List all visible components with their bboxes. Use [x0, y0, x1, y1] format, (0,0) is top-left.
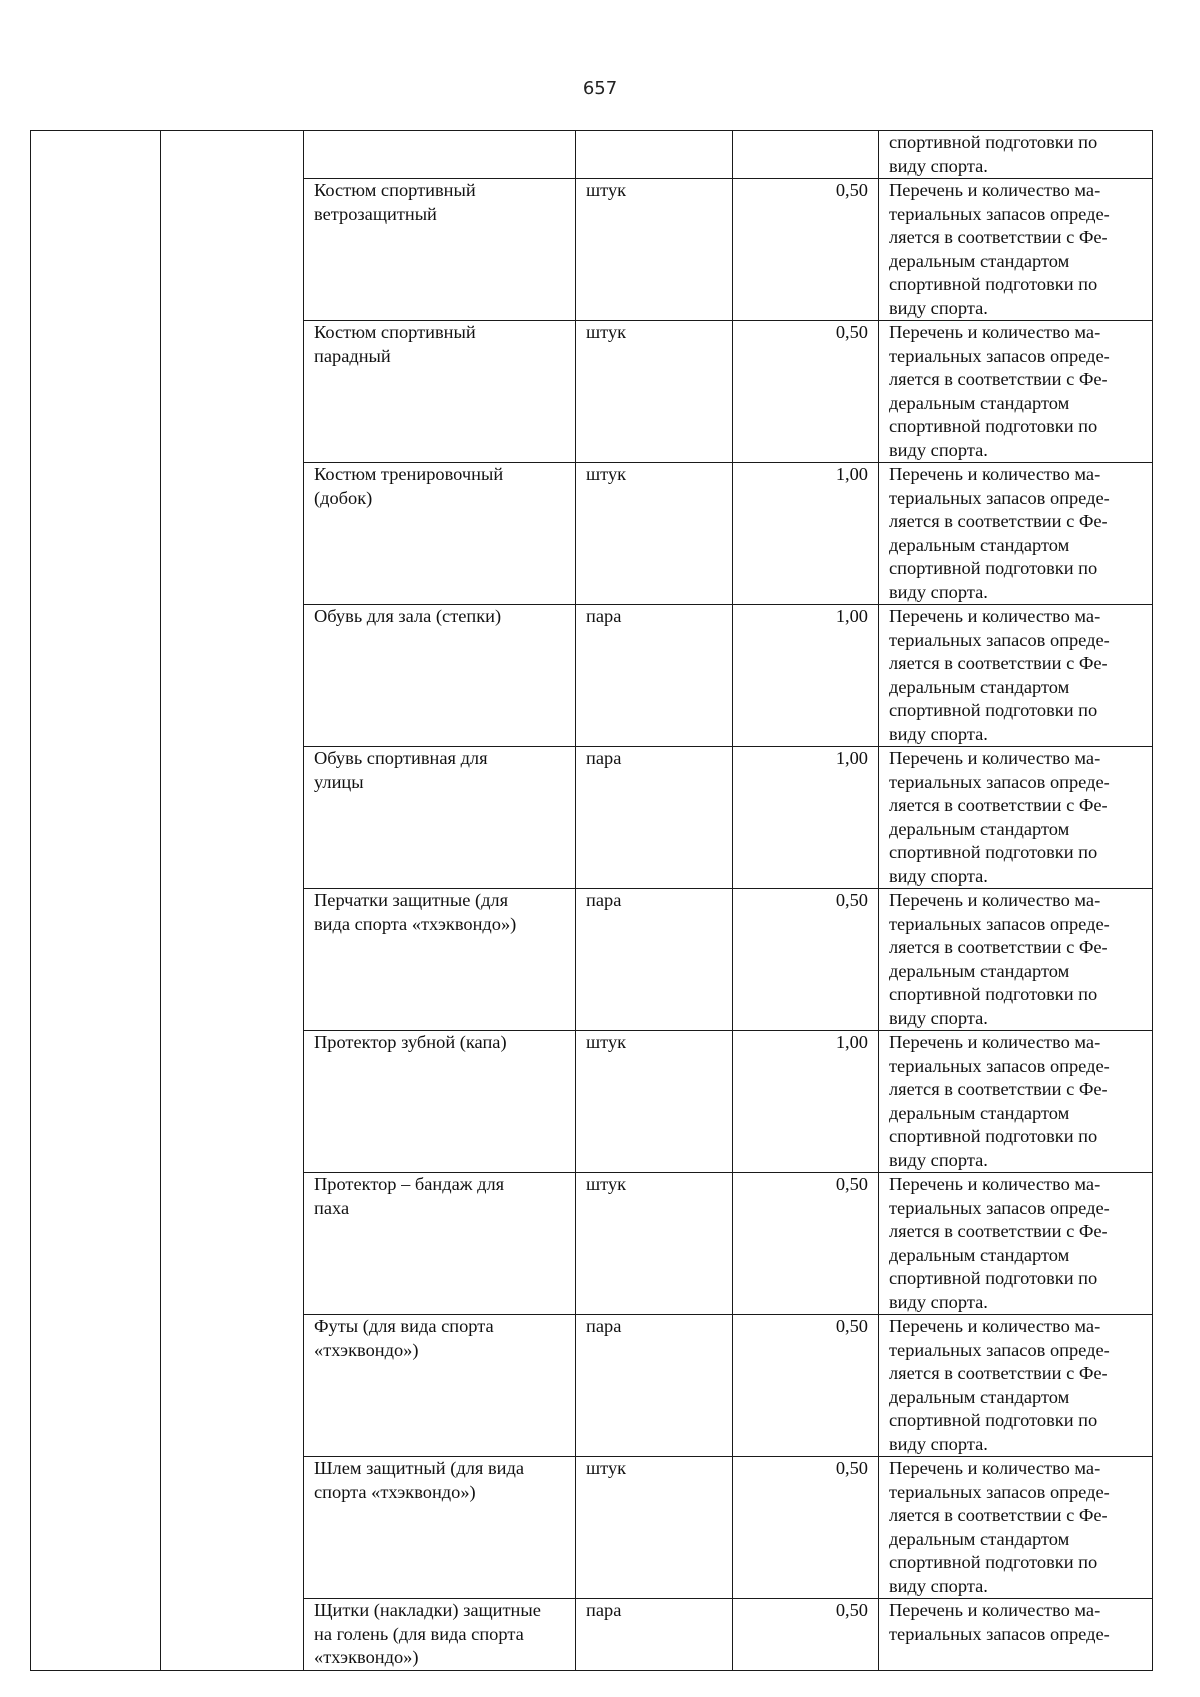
item-qty-cell: 0,50 [733, 321, 879, 463]
item-note-cell [879, 747, 1153, 889]
note-line: виду спорта. [889, 1575, 988, 1596]
note-line: ляется в соответствии с Фе- [889, 937, 1108, 957]
item-unit-cell: штук [576, 321, 733, 463]
equipment-table [30, 130, 1153, 1671]
note-line: териальных запасов опреде- [889, 771, 1110, 792]
note-line: деральным стандартом [889, 250, 1070, 271]
note-line: Перечень и количество ма- [889, 1600, 1101, 1620]
item-name-line: спорта «тхэквондо») [314, 1481, 476, 1502]
note-line: ляется в соответствии с Фе- [889, 653, 1108, 673]
item-name-cell [304, 747, 576, 889]
item-unit-cell: штук [576, 1173, 733, 1315]
note-line: спортивной подготовки по [889, 1410, 1098, 1430]
note-line: деральным стандартом [889, 818, 1070, 839]
item-name-line: «тхэквондо») [314, 1647, 419, 1667]
item-name-cell [304, 889, 576, 1031]
item-name-cell [304, 1599, 576, 1671]
item-qty-cell: 0,50 [733, 1315, 879, 1457]
item-qty-cell: 1,00 [733, 605, 879, 747]
table-cell-unit [576, 131, 733, 179]
note-line: териальных запасов опреде- [889, 1197, 1110, 1218]
item-name-line: (добок) [314, 487, 373, 508]
item-qty-cell: 0,50 [733, 1457, 879, 1599]
item-unit-cell: пара [576, 1599, 733, 1671]
item-name-cell [304, 1031, 576, 1173]
item-unit-cell: пара [576, 889, 733, 1031]
item-qty-cell: 0,50 [733, 889, 879, 1031]
item-name-line: Перчатки защитные (для [314, 890, 509, 910]
note-line: виду спорта. [889, 1149, 988, 1170]
item-name-line: вида спорта «тхэквондо») [314, 913, 517, 934]
note-line: спортивной подготовки по [889, 416, 1098, 436]
note-line: деральным стандартом [889, 960, 1070, 981]
item-qty-cell: 1,00 [733, 747, 879, 889]
note-line: Перечень и количество ма- [889, 464, 1101, 484]
item-name-line: Обувь для зала (степки) [314, 606, 502, 626]
item-name-line: Костюм тренировочный [314, 464, 504, 484]
note-line: виду спорта. [889, 1433, 988, 1454]
note-line: виду спорта. [889, 297, 988, 318]
item-name-cell [304, 179, 576, 321]
item-unit-cell: пара [576, 747, 733, 889]
item-name-cell [304, 321, 576, 463]
item-name-line: Футы (для вида спорта [314, 1316, 494, 1336]
note-line: териальных запасов опреде- [889, 913, 1110, 934]
note-line: Перечень и количество ма- [889, 322, 1101, 342]
note-line: териальных запасов опреде- [889, 203, 1110, 224]
note-line: ляется в соответствии с Фе- [889, 1079, 1108, 1099]
note-line: деральным стандартом [889, 1244, 1070, 1265]
note-line: ляется в соответствии с Фе- [889, 795, 1108, 815]
item-name-line: ветрозащитный [314, 203, 437, 224]
note-line: Перечень и количество ма- [889, 1458, 1101, 1478]
note-line: спортивной подготовки по [889, 1126, 1098, 1146]
note-line: деральным стандартом [889, 1528, 1070, 1549]
table-cell-note [879, 131, 1153, 179]
item-note-cell [879, 1457, 1153, 1599]
item-name-line: Шлем защитный (для вида [314, 1458, 524, 1478]
note-line: виду спорта. [889, 581, 988, 602]
item-name-line: Костюм спортивный [314, 180, 476, 200]
note-line: Перечень и количество ма- [889, 180, 1101, 200]
item-name-cell [304, 1457, 576, 1599]
item-note-cell [879, 463, 1153, 605]
item-name-line: улицы [314, 771, 364, 792]
note-line: спортивной подготовки по [889, 558, 1098, 578]
note-line: Перечень и количество ма- [889, 606, 1101, 626]
note-line: спортивной подготовки по [889, 984, 1098, 1004]
note-line: спортивной подготовки по [889, 132, 1098, 152]
item-name-line: Обувь спортивная для [314, 748, 488, 768]
note-line: деральным стандартом [889, 676, 1070, 697]
note-line: териальных запасов опреде- [889, 487, 1110, 508]
table-row-continuation [31, 131, 1153, 179]
note-line: виду спорта. [889, 1291, 988, 1312]
item-name-cell [304, 605, 576, 747]
item-note-cell [879, 321, 1153, 463]
note-line: Перечень и количество ма- [889, 748, 1101, 768]
page-number: 657 [582, 78, 618, 99]
item-name-line: парадный [314, 345, 391, 366]
table-cell-name [304, 131, 576, 179]
note-line: ляется в соответствии с Фе- [889, 369, 1108, 389]
item-unit-cell: штук [576, 463, 733, 605]
item-name-line: Костюм спортивный [314, 322, 476, 342]
item-note-cell [879, 1599, 1153, 1671]
note-line: деральным стандартом [889, 1386, 1070, 1407]
note-line: виду спорта. [889, 155, 988, 176]
note-line: териальных запасов опреде- [889, 1623, 1110, 1644]
note-line: Перечень и количество ма- [889, 1316, 1101, 1336]
note-line: спортивной подготовки по [889, 700, 1098, 720]
note-line: ляется в соответствии с Фе- [889, 227, 1108, 247]
note-line: ляется в соответствии с Фе- [889, 511, 1108, 531]
item-note-cell [879, 179, 1153, 321]
item-note-cell [879, 1031, 1153, 1173]
note-line: териальных запасов опреде- [889, 1055, 1110, 1076]
note-line: Перечень и количество ма- [889, 1032, 1101, 1052]
item-note-cell [879, 1173, 1153, 1315]
item-qty-cell: 1,00 [733, 1031, 879, 1173]
note-line: териальных запасов опреде- [889, 345, 1110, 366]
note-line: виду спорта. [889, 723, 988, 744]
item-name-line: на голень (для вида спорта [314, 1623, 524, 1644]
item-unit-cell: штук [576, 1031, 733, 1173]
item-unit-cell: пара [576, 1315, 733, 1457]
note-line: деральным стандартом [889, 534, 1070, 555]
table-cell-col2 [161, 131, 304, 1671]
note-line: териальных запасов опреде- [889, 1339, 1110, 1360]
item-note-cell [879, 1315, 1153, 1457]
item-name-line: «тхэквондо») [314, 1339, 419, 1360]
item-name-cell [304, 463, 576, 605]
note-line: ляется в соответствии с Фе- [889, 1363, 1108, 1383]
item-note-cell [879, 605, 1153, 747]
note-line: деральным стандартом [889, 392, 1070, 413]
note-line: териальных запасов опреде- [889, 1481, 1110, 1502]
note-line: виду спорта. [889, 1007, 988, 1028]
item-qty-cell: 0,50 [733, 179, 879, 321]
item-note-cell [879, 889, 1153, 1031]
note-line: териальных запасов опреде- [889, 629, 1110, 650]
item-qty-cell: 1,00 [733, 463, 879, 605]
table-body [31, 131, 1153, 1671]
note-line: спортивной подготовки по [889, 1268, 1098, 1288]
item-unit-cell: штук [576, 1457, 733, 1599]
note-line: ляется в соответствии с Фе- [889, 1221, 1108, 1241]
note-line: Перечень и количество ма- [889, 890, 1101, 910]
item-name-line: Щитки (накладки) защитные [314, 1600, 541, 1620]
item-name-cell [304, 1315, 576, 1457]
note-line: виду спорта. [889, 439, 988, 460]
note-line: виду спорта. [889, 865, 988, 886]
note-line: спортивной подготовки по [889, 274, 1098, 294]
note-line: спортивной подготовки по [889, 842, 1098, 862]
note-line: Перечень и количество ма- [889, 1174, 1101, 1194]
item-name-line: Протектор зубной (капа) [314, 1032, 507, 1052]
table-cell-qty [733, 131, 879, 179]
note-line: ляется в соответствии с Фе- [889, 1505, 1108, 1525]
item-unit-cell: пара [576, 605, 733, 747]
item-qty-cell: 0,50 [733, 1599, 879, 1671]
item-qty-cell: 0,50 [733, 1173, 879, 1315]
item-name-cell [304, 1173, 576, 1315]
note-line: деральным стандартом [889, 1102, 1070, 1123]
table-cell-col1 [31, 131, 161, 1671]
note-line: спортивной подготовки по [889, 1552, 1098, 1572]
item-name-line: паха [314, 1197, 350, 1218]
item-unit-cell: штук [576, 179, 733, 321]
item-name-line: Протектор – бандаж для [314, 1174, 505, 1194]
